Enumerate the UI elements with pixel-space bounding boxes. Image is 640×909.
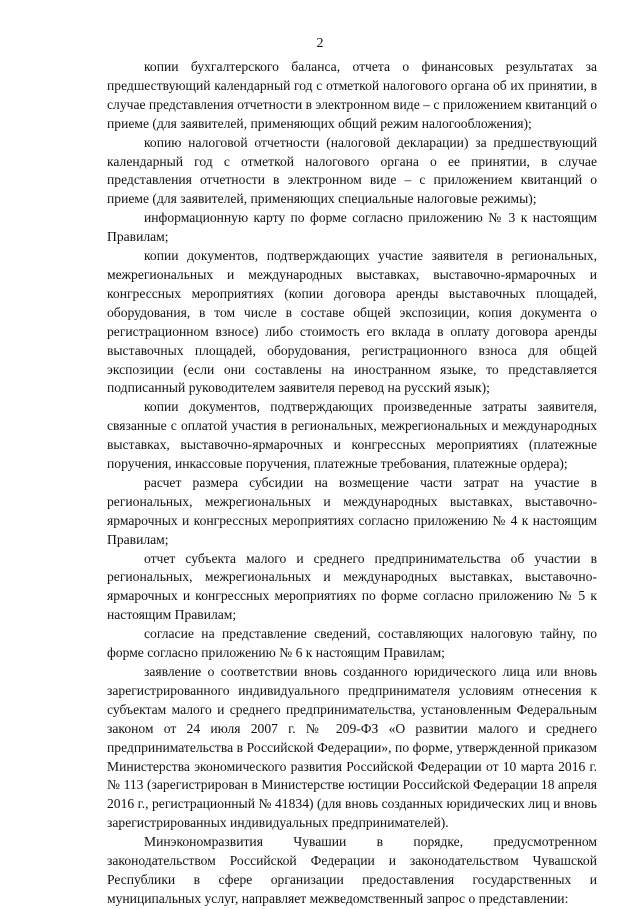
paragraph-information-card: информационную карту по форме согласно приложению № 3 к настоящим Правилам; (107, 210, 597, 245)
paragraph-compliance-statement: заявление о соответствии вновь созданного юридического лица или вновь зарегистрированного индивидуального предпринимателя условиям отнесения к субъектам малого и среднего предпринимательства, установленным Федеральным законом от 24 июля 2007 г. № 209-ФЗ «О развитии малого и среднего предпринимательства в Российской Федерации», по форме, утвержденной приказом Министерства экономического развития Российской Федерации от 10 марта 2016 г. № 113 (зарегистрирован в Министерстве юстиции Российской Федерации 18 апреля 2016 г., регистрационный № 41834) (для вновь созданных юридических лиц и вновь зарегистрированных индивидуальных предпринимателей). (107, 664, 597, 831)
paragraph-interagency-request: Минэкономразвития Чувашии в порядке, предусмотренном законодательством Российской Федерации и законодательством Чувашской Республики в сфере организации предоставления государственных и муниципальных услуг, направляет межведомственный запрос о представлении: (107, 834, 597, 906)
paragraph-expense-documents: копии документов, подтверждающих произведенные затраты заявителя, связанные с оплатой участия в региональных, межрегиональных и международных выставках, выставочно-ярмарочных и конгрессных мероприятиях (платежные поручения, инкассовые поручения, платежные требования, платежные ордера); (107, 399, 597, 472)
paragraph-tax-reporting: копию налоговой отчетности (налоговой декларации) за предшествующий календарный год с отметкой налогового органа о ее принятии, в случае представления отчетности в электронном виде – с приложением квитанций о приеме (для заявителей, применяющих специальные налоговые режимы); (107, 134, 597, 207)
document-body (107, 58, 597, 909)
paragraph-participation-report: отчет субъекта малого и среднего предпринимательства об участии в региональных, межрегиональных и международных выставках, выставочно-ярмарочных и конгрессных мероприятиях по форме согласно приложению № 5 к настоящим Правилам; (107, 550, 597, 623)
page-number: 2 (316, 36, 324, 51)
paragraph-subsidy-calculation: расчет размера субсидии на возмещение части затрат на участие в региональных, межрегиональных и международных выставках, выставочно-ярмарочных и конгрессных мероприятиях согласно приложению № 4 к настоящим Правилам; (107, 474, 597, 547)
paragraph-participation-documents: копии документов, подтверждающих участие заявителя в региональных, межрегиональных и международных выставках, выставочно-ярмарочных и конгрессных мероприятиях (копии договора аренды выставочных площадей, оборудования, в том числе в составе общей экспозиции, копия документа о регистрационном взносе) либо стоимость его вклада в оплату договора аренды выставочных площадей, оборудования, регистрационного взноса для общей экспозиции (если они составлены на иностранном языке, то представляется подписанный руководителем заявителя перевод на русский язык); (107, 248, 597, 396)
paragraph-accounting-balance: копии бухгалтерского баланса, отчета о финансовых результатах за предшествующий календарный год с отметкой налогового органа об их принятии, в случае представления отчетности в электронном виде – с приложением квитанций о приеме (для заявителей, применяющих общий режим налогообложения); (107, 59, 597, 131)
paragraph-tax-secret-consent: согласие на представление сведений, составляющих налоговую тайну, по форме согласно приложению № 6 к настоящим Правилам; (107, 626, 597, 661)
